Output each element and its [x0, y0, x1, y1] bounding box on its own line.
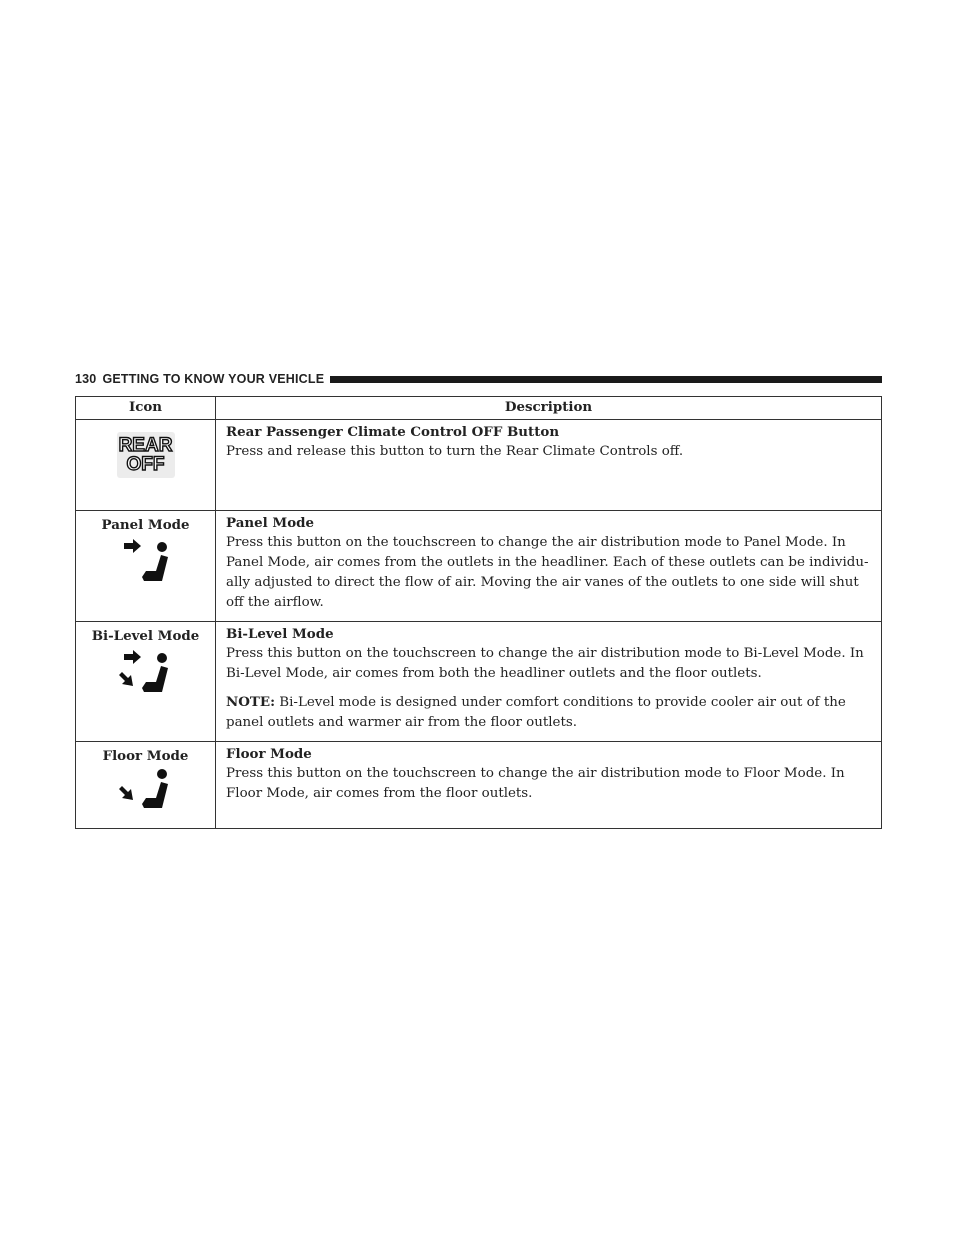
row-text: Press this button on the touchscreen to change the air distribution mode to Floor Mode. In Floor Mode, air comes from the floor outlets. [226, 766, 845, 801]
row-title: Floor Mode [226, 746, 312, 762]
rear-off-icon [117, 432, 175, 478]
climate-controls-table [75, 396, 882, 829]
description-cell [216, 622, 882, 742]
note-label: NOTE: [226, 694, 276, 710]
row-text: Press this button on the touchscreen to change the air distribution mode to Panel Mode. In Panel Mode, air comes from the outlets in the headliner. Each of these outlets can be individu-ally adjusted to direct the flow of air. Moving the air vanes of the outlets to one side will shut off the airflow. [226, 535, 869, 610]
description-cell [216, 420, 882, 511]
rear-off-icon-line: REAR [118, 435, 173, 456]
table-row [76, 622, 882, 742]
row-title: Panel Mode [226, 515, 315, 531]
icon-cell [76, 420, 216, 511]
panel-mode-icon [116, 537, 176, 581]
mode-label: Panel Mode [101, 517, 190, 533]
table-row [76, 742, 882, 829]
row-text: Press and release this button to turn the Rear Climate Controls off. [226, 444, 684, 459]
mode-label: Bi-Level Mode [91, 628, 200, 644]
row-note [226, 692, 877, 733]
description-cell [216, 742, 882, 829]
floor-mode-icon [116, 768, 176, 812]
row-title: Bi-Level Mode [226, 626, 334, 642]
icon-cell [76, 742, 216, 829]
table-row [76, 511, 882, 622]
mode-label: Floor Mode [102, 748, 189, 764]
description-cell [216, 511, 882, 622]
bi-level-mode-icon [116, 648, 176, 692]
icon-cell [76, 511, 216, 622]
page-header [75, 370, 882, 388]
column-header-description: Description [216, 397, 882, 420]
table-header-row [76, 397, 882, 420]
table-row [76, 420, 882, 511]
icon-cell [76, 622, 216, 742]
column-header-icon: Icon [76, 397, 216, 420]
note-text: Bi-Level mode is designed under comfort conditions to provide cooler air out of the panel outlets and warmer air from the floor outlets. [226, 695, 846, 730]
section-title: GETTING TO KNOW YOUR VEHICLE [102, 372, 325, 386]
page-number: 130 [75, 372, 97, 386]
rear-off-icon-line: OFF [126, 454, 165, 475]
header-rule [330, 376, 882, 383]
row-text: Press this button on the touchscreen to change the air distribution mode to Bi-Level Mode. In Bi-Level Mode, air comes from both the headliner outlets and the floor outlets. [226, 646, 864, 681]
row-title: Rear Passenger Climate Control OFF Button [226, 424, 560, 440]
